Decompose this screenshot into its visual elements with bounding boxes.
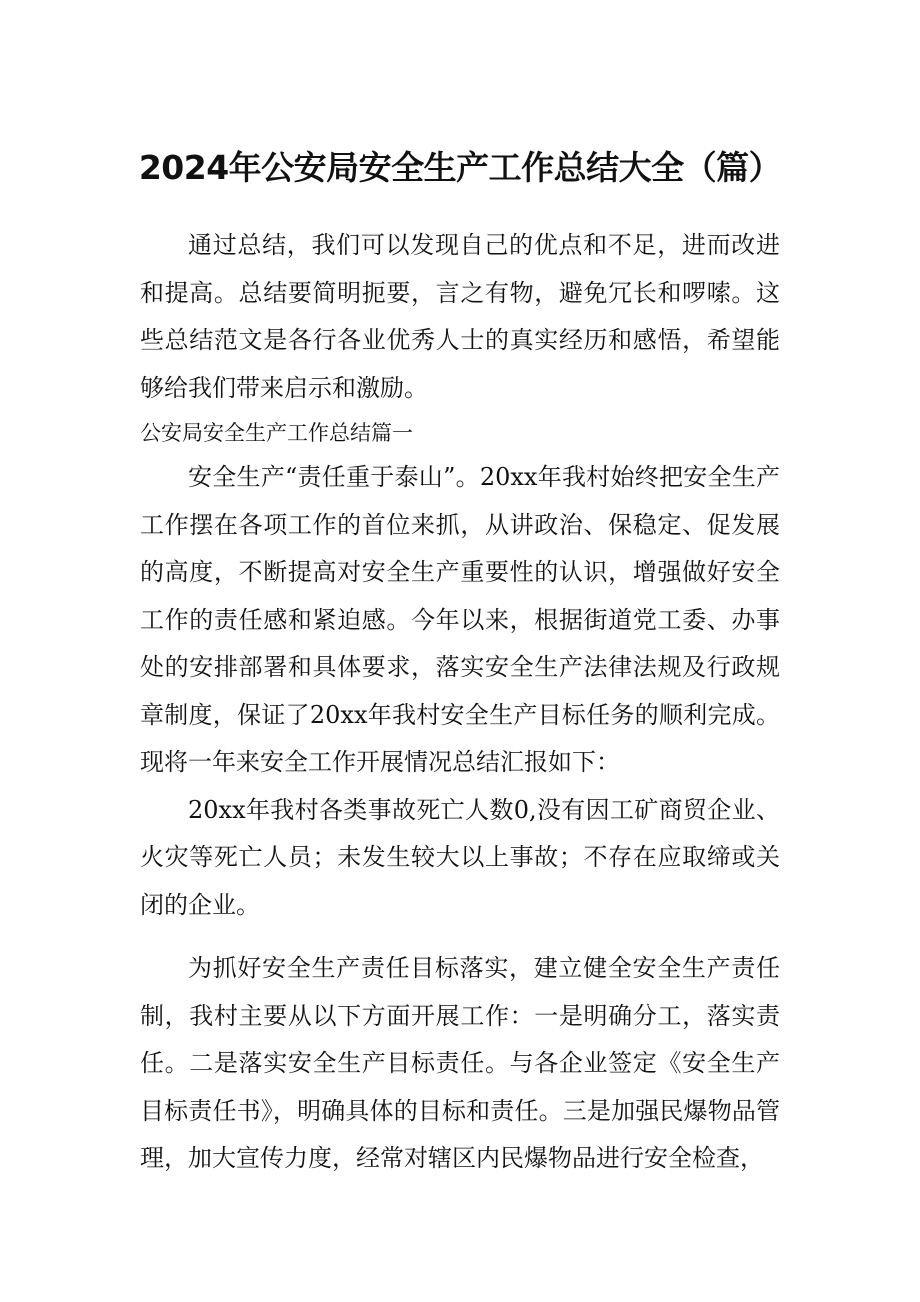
- body-paragraph: 20xx年我村各类事故死亡人数0,没有因工矿商贸企业、火灾等死亡人员；未发生较大以上事故；不存在应取缔或关闭的企业。: [140, 795, 780, 919]
- document-title: 2024年公安局安全生产工作总结大全（篇）: [138, 148, 782, 187]
- document-body: [140, 222, 780, 1183]
- body-paragraph: 安全生产“责任重于泰山”。20xx年我村始终把安全生产工作摆在各项工作的首位来抓，从讲政治、保稳定、促发展的高度，不断提高对安全生产重要性的认识，增强做好安全工作的责任感和紧迫感。今年以来，根据街道党工委、办事处的安排部署和具体要求，落实安全生产法律法规及行政规章制度，保证了20xx年我村安全生产目标任务的顺利完成。现将一年来安全工作开展情况总结汇报如下：: [140, 463, 780, 776]
- intro-paragraph: 通过总结，我们可以发现自己的优点和不足，进而改进和提高。总结要简明扼要，言之有物，避免冗长和啰嗦。这些总结范文是各行各业优秀人士的真实经历和感悟，希望能够给我们带来启示和激励。: [140, 231, 780, 402]
- body-paragraph: 为抓好安全生产责任目标落实，建立健全安全生产责任制，我村主要从以下方面开展工作：一是明确分工，落实责任。二是落实安全生产目标责任。与各企业签定《安全生产目标责任书》，明确具体的目标和责任。三是加强民爆物品管理，加大宣传力度，经常对辖区内民爆物品进行安全检查，: [140, 954, 780, 1172]
- paragraph-spacer: [140, 929, 780, 945]
- section-heading: 公安局安全生产工作总结篇一: [140, 421, 413, 445]
